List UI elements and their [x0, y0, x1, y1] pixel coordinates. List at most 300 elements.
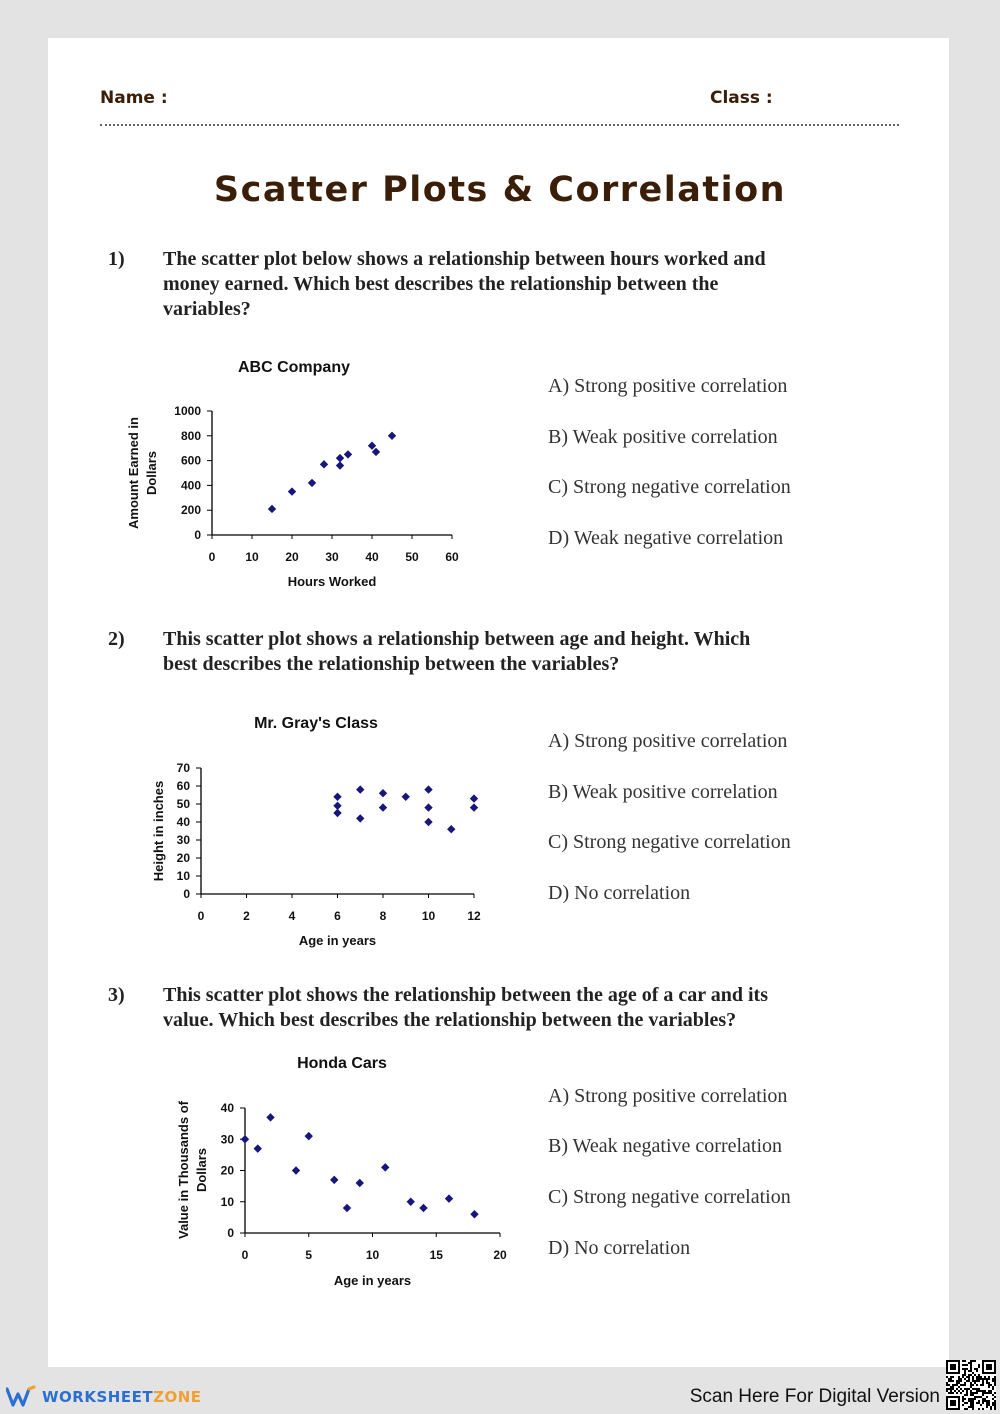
qr-module: [964, 1408, 966, 1410]
q2-option-d[interactable]: D) No correlation: [548, 882, 691, 904]
qr-module: [980, 1378, 982, 1380]
qr-module: [970, 1390, 972, 1392]
question-text-line: money earned. Which best describes the relationship between the: [163, 273, 719, 295]
x-tick-label: 0: [197, 909, 205, 923]
qr-module: [952, 1386, 954, 1388]
qr-module: [984, 1378, 986, 1380]
chart-title: Honda Cars: [297, 1055, 387, 1072]
data-point: [292, 1166, 300, 1174]
qr-module: [964, 1402, 966, 1404]
qr-module: [980, 1390, 982, 1392]
qr-module: [952, 1380, 954, 1382]
y-tick-label: 40: [220, 1101, 234, 1115]
question-text-line: This scatter plot shows a relationship between age and height. Which: [163, 628, 751, 650]
data-point: [266, 1113, 274, 1121]
qr-module: [964, 1372, 966, 1374]
data-point: [388, 432, 396, 440]
qr-module: [962, 1360, 964, 1362]
q1-option-c[interactable]: C) Strong negative correlation: [548, 476, 791, 498]
q3-option-d[interactable]: D) No correlation: [548, 1237, 691, 1259]
qr-module: [982, 1390, 984, 1392]
question-3-number: 3): [108, 984, 125, 1006]
x-tick-label: 40: [365, 550, 379, 564]
qr-module: [972, 1392, 974, 1394]
qr-module: [972, 1404, 974, 1406]
y-tick-label: 0: [183, 887, 190, 901]
qr-module: [974, 1398, 976, 1400]
name-label: Name :: [100, 88, 168, 108]
qr-module: [962, 1374, 964, 1376]
chart-title: Mr. Gray's Class: [254, 715, 378, 732]
data-point: [333, 793, 341, 801]
qr-module: [952, 1384, 954, 1386]
qr-module: [994, 1380, 996, 1382]
brand-zone-text: ZONE: [153, 1388, 202, 1406]
qr-module: [952, 1388, 954, 1390]
y-tick-label: 20: [220, 1163, 234, 1178]
x-tick-label: 50: [405, 550, 419, 564]
data-point: [470, 803, 478, 811]
qr-module: [988, 1378, 990, 1380]
qr-module: [992, 1378, 994, 1380]
qr-module: [966, 1402, 968, 1404]
qr-module: [978, 1408, 980, 1410]
qr-module: [972, 1388, 974, 1390]
qr-module: [978, 1402, 980, 1404]
qr-module: [962, 1376, 964, 1378]
qr-module: [986, 1404, 988, 1406]
qr-module: [946, 1376, 948, 1378]
data-point: [424, 803, 432, 811]
qr-module: [974, 1392, 976, 1394]
data-point: [344, 450, 352, 458]
qr-module: [956, 1388, 958, 1390]
qr-module: [970, 1392, 972, 1394]
y-tick-label: 0: [194, 528, 201, 542]
qr-module: [984, 1392, 986, 1394]
qr-module: [988, 1400, 990, 1402]
data-point: [308, 479, 316, 487]
qr-module: [992, 1386, 994, 1388]
q2-option-c[interactable]: C) Strong negative correlation: [548, 831, 791, 853]
y-tick-label: 200: [180, 503, 201, 518]
qr-module: [978, 1374, 980, 1376]
qr-module: [982, 1394, 984, 1396]
qr-module: [976, 1388, 978, 1390]
scan-digital-version-text: Scan Here For Digital Version: [689, 1386, 940, 1407]
qr-module: [956, 1384, 958, 1386]
qr-module: [968, 1378, 970, 1380]
qr-module: [994, 1408, 996, 1410]
q3-option-a[interactable]: A) Strong positive correlation: [548, 1085, 788, 1107]
qr-module: [972, 1360, 974, 1362]
data-point: [305, 1132, 313, 1140]
y-tick-label: 70: [176, 761, 190, 775]
qr-module: [976, 1370, 978, 1372]
qr-module: [964, 1388, 966, 1390]
data-point: [320, 460, 328, 468]
qr-finder: [950, 1400, 956, 1406]
x-axis-label: Age in years: [298, 933, 377, 948]
qr-module: [962, 1398, 964, 1400]
qr-module: [948, 1392, 950, 1394]
qr-module: [956, 1392, 958, 1394]
q1-option-b[interactable]: B) Weak positive correlation: [548, 426, 778, 448]
x-tick-label: 4: [288, 909, 296, 923]
qr-module: [984, 1400, 986, 1402]
qr-module: [978, 1380, 980, 1382]
qr-module: [962, 1390, 964, 1392]
data-point: [254, 1144, 262, 1152]
qr-module: [982, 1400, 984, 1402]
qr-module: [960, 1392, 962, 1394]
data-point: [356, 1179, 364, 1187]
qr-module: [976, 1378, 978, 1380]
qr-module: [952, 1376, 954, 1378]
qr-module: [994, 1384, 996, 1386]
qr-module: [960, 1380, 962, 1382]
data-point: [288, 487, 296, 495]
qr-module: [994, 1392, 996, 1394]
y-tick-label: 50: [176, 797, 190, 811]
qr-module: [994, 1406, 996, 1408]
qr-module: [970, 1382, 972, 1384]
qr-module: [952, 1392, 954, 1394]
data-point: [333, 802, 341, 810]
q2-option-b[interactable]: B) Weak positive correlation: [548, 781, 778, 803]
qr-module: [968, 1370, 970, 1372]
qr-module: [968, 1376, 970, 1378]
q1-option-d[interactable]: D) Weak negative correlation: [548, 527, 784, 549]
qr-module: [960, 1378, 962, 1380]
qr-module: [970, 1394, 972, 1396]
qr-module: [986, 1406, 988, 1408]
qr-module: [962, 1400, 964, 1402]
x-tick-label: 10: [421, 909, 436, 923]
qr-module: [970, 1364, 972, 1366]
qr-module: [988, 1384, 990, 1386]
qr-module: [992, 1394, 994, 1396]
qr-module: [968, 1406, 970, 1408]
qr-module: [958, 1376, 960, 1378]
qr-module: [950, 1380, 952, 1382]
qr-module: [982, 1378, 984, 1380]
x-tick-label: 0: [241, 1248, 249, 1262]
qr-module: [970, 1400, 972, 1402]
qr-module: [970, 1374, 972, 1376]
x-tick-label: 20: [493, 1248, 507, 1262]
qr-module: [970, 1398, 972, 1400]
qr-module: [984, 1398, 986, 1400]
qr-module: [970, 1360, 972, 1362]
qr-module: [988, 1386, 990, 1388]
qr-module: [946, 1384, 948, 1386]
qr-module: [958, 1382, 960, 1384]
qr-module: [990, 1406, 992, 1408]
data-point: [336, 461, 344, 469]
qr-module: [966, 1376, 968, 1378]
qr-module: [966, 1394, 968, 1396]
x-tick-label: 8: [379, 909, 387, 923]
qr-module: [966, 1388, 968, 1390]
data-point: [368, 442, 376, 450]
qr-module: [954, 1384, 956, 1386]
qr-module: [978, 1388, 980, 1390]
qr-module: [972, 1372, 974, 1374]
qr-module: [964, 1360, 966, 1362]
qr-module: [960, 1388, 962, 1390]
y-tick-label: 1000: [174, 404, 201, 418]
qr-module: [948, 1378, 950, 1380]
qr-module: [984, 1390, 986, 1392]
qr-module: [968, 1398, 970, 1400]
qr-module: [970, 1384, 972, 1386]
qr-module: [992, 1388, 994, 1390]
x-tick-label: 10: [365, 1248, 380, 1262]
qr-module: [946, 1390, 948, 1392]
qr-module: [974, 1388, 976, 1390]
data-point: [356, 814, 364, 822]
data-point: [424, 818, 432, 826]
qr-module: [986, 1400, 988, 1402]
qr-module: [972, 1408, 974, 1410]
qr-module: [976, 1384, 978, 1386]
y-axis-label: Height in inches: [151, 780, 166, 882]
qr-module: [974, 1360, 976, 1362]
qr-module: [980, 1404, 982, 1406]
x-axis-label: Age in years: [333, 1273, 412, 1288]
data-point: [447, 825, 455, 833]
qr-module: [976, 1402, 978, 1404]
qr-module: [948, 1380, 950, 1382]
q3-option-c[interactable]: C) Strong negative correlation: [548, 1186, 791, 1208]
data-point: [379, 789, 387, 797]
qr-module: [962, 1368, 964, 1370]
qr-module: [968, 1400, 970, 1402]
qr-module: [978, 1366, 980, 1368]
qr-module: [984, 1376, 986, 1378]
qr-module: [956, 1380, 958, 1382]
qr-module: [948, 1388, 950, 1390]
qr-module: [972, 1376, 974, 1378]
qr-module: [962, 1396, 964, 1398]
x-tick-label: 15: [429, 1248, 443, 1262]
data-point: [372, 448, 380, 456]
question-text-line: best describes the relationship between the variables?: [163, 653, 620, 675]
qr-module: [946, 1382, 948, 1384]
qr-module: [964, 1398, 966, 1400]
qr-module: [978, 1378, 980, 1380]
qr-module: [950, 1378, 952, 1380]
qr-module: [988, 1404, 990, 1406]
y-tick-label: 400: [180, 478, 201, 493]
qr-module: [972, 1400, 974, 1402]
qr-finder: [950, 1364, 956, 1370]
x-tick-label: 0: [208, 550, 216, 564]
qr-module: [968, 1388, 970, 1390]
qr-module: [972, 1406, 974, 1408]
qr-module: [966, 1380, 968, 1382]
qr-module: [992, 1402, 994, 1404]
qr-module: [990, 1390, 992, 1392]
qr-module: [972, 1394, 974, 1396]
qr-module: [964, 1374, 966, 1376]
qr-code-icon[interactable]: [946, 1360, 996, 1410]
question-2-number: 2): [108, 628, 125, 650]
qr-module: [978, 1364, 980, 1366]
data-point: [379, 803, 387, 811]
qr-module: [958, 1386, 960, 1388]
brand-worksheet-text: WORKSHEET: [42, 1388, 154, 1406]
qr-module: [958, 1390, 960, 1392]
qr-module: [982, 1382, 984, 1384]
data-point: [470, 1210, 478, 1218]
scatter-chart-3: [176, 1055, 507, 1288]
qr-module: [962, 1384, 964, 1386]
qr-module: [994, 1376, 996, 1378]
qr-module: [976, 1368, 978, 1370]
brand-name: [42, 1388, 202, 1406]
data-point: [381, 1163, 389, 1171]
qr-module: [970, 1370, 972, 1372]
question-text-line: variables?: [163, 298, 251, 320]
qr-module: [978, 1400, 980, 1402]
qr-module: [966, 1364, 968, 1366]
qr-module: [970, 1386, 972, 1388]
qr-module: [990, 1392, 992, 1394]
qr-module: [950, 1392, 952, 1394]
qr-module: [972, 1378, 974, 1380]
x-tick-label: 2: [243, 909, 250, 923]
qr-module: [964, 1384, 966, 1386]
qr-module: [982, 1384, 984, 1386]
qr-module: [964, 1382, 966, 1384]
qr-module: [948, 1384, 950, 1386]
qr-module: [992, 1404, 994, 1406]
qr-module: [962, 1404, 964, 1406]
qr-module: [974, 1382, 976, 1384]
qr-module: [960, 1384, 962, 1386]
qr-module: [978, 1396, 980, 1398]
q2-option-a[interactable]: A) Strong positive correlation: [548, 730, 788, 752]
qr-module: [966, 1390, 968, 1392]
data-point: [356, 785, 364, 793]
data-point: [268, 505, 276, 513]
qr-module: [970, 1362, 972, 1364]
data-point: [336, 454, 344, 462]
x-tick-label: 6: [334, 909, 341, 923]
question-text-line: This scatter plot shows the relationship between the age of a car and its: [163, 984, 768, 1006]
qr-module: [988, 1390, 990, 1392]
data-point: [470, 794, 478, 802]
y-tick-label: 0: [227, 1226, 234, 1240]
qr-module: [982, 1408, 984, 1410]
y-tick-label: 40: [176, 815, 190, 829]
y-tick-label: 60: [176, 779, 190, 793]
qr-module: [964, 1394, 966, 1396]
qr-module: [976, 1380, 978, 1382]
qr-module: [986, 1392, 988, 1394]
qr-finder: [986, 1364, 992, 1370]
qr-module: [994, 1402, 996, 1404]
qr-module: [976, 1390, 978, 1392]
qr-module: [986, 1382, 988, 1384]
worksheetzone-logo-icon: [6, 1385, 36, 1409]
q3-option-b[interactable]: B) Weak negative correlation: [548, 1135, 783, 1157]
qr-module: [968, 1374, 970, 1376]
y-tick-label: 30: [220, 1132, 234, 1147]
qr-module: [992, 1380, 994, 1382]
qr-module: [970, 1368, 972, 1370]
qr-module: [972, 1384, 974, 1386]
qr-module: [986, 1402, 988, 1404]
data-point: [402, 793, 410, 801]
qr-module: [982, 1398, 984, 1400]
qr-module: [974, 1374, 976, 1376]
qr-module: [970, 1402, 972, 1404]
qr-module: [950, 1376, 952, 1378]
scatter-chart-1: [126, 359, 459, 589]
qr-module: [988, 1402, 990, 1404]
qr-module: [990, 1408, 992, 1410]
qr-module: [990, 1384, 992, 1386]
y-tick-label: 30: [176, 833, 190, 847]
y-tick-label: 20: [176, 851, 190, 865]
qr-module: [994, 1404, 996, 1406]
question-1-number: 1): [108, 248, 125, 270]
data-point: [424, 785, 432, 793]
question-text-line: The scatter plot below shows a relationship between hours worked and: [163, 248, 766, 270]
qr-module: [994, 1378, 996, 1380]
question-text-line: value. Which best describes the relationship between the variables?: [163, 1009, 737, 1031]
data-point: [407, 1198, 415, 1206]
qr-module: [974, 1368, 976, 1370]
qr-module: [988, 1382, 990, 1384]
qr-module: [958, 1378, 960, 1380]
qr-module: [972, 1398, 974, 1400]
qr-module: [986, 1378, 988, 1380]
qr-module: [982, 1392, 984, 1394]
x-axis-label: Hours Worked: [287, 574, 377, 589]
data-point: [419, 1204, 427, 1212]
worksheet-title: Scatter Plots & Correlation: [213, 170, 787, 210]
y-axis-label: Dollars: [194, 1147, 209, 1193]
data-point: [343, 1204, 351, 1212]
qr-module: [980, 1396, 982, 1398]
y-axis-label: Amount Earned in: [126, 417, 141, 529]
qr-module: [988, 1392, 990, 1394]
qr-module: [974, 1396, 976, 1398]
data-point: [241, 1135, 249, 1143]
qr-module: [950, 1388, 952, 1390]
y-axis-label: Value in Thousands of: [176, 1101, 191, 1239]
qr-module: [964, 1364, 966, 1366]
class-label: Class :: [710, 88, 773, 108]
qr-module: [976, 1396, 978, 1398]
x-tick-label: 5: [305, 1248, 313, 1262]
scatter-chart-2: [151, 715, 481, 948]
qr-module: [970, 1366, 972, 1368]
y-tick-label: 10: [176, 869, 190, 883]
x-tick-label: 60: [445, 550, 459, 564]
worksheetzone-logo[interactable]: [6, 1383, 202, 1411]
qr-module: [958, 1380, 960, 1382]
q1-option-a[interactable]: A) Strong positive correlation: [548, 375, 788, 397]
qr-module: [962, 1364, 964, 1366]
x-tick-label: 30: [325, 550, 339, 564]
qr-module: [992, 1398, 994, 1400]
qr-module: [968, 1362, 970, 1364]
